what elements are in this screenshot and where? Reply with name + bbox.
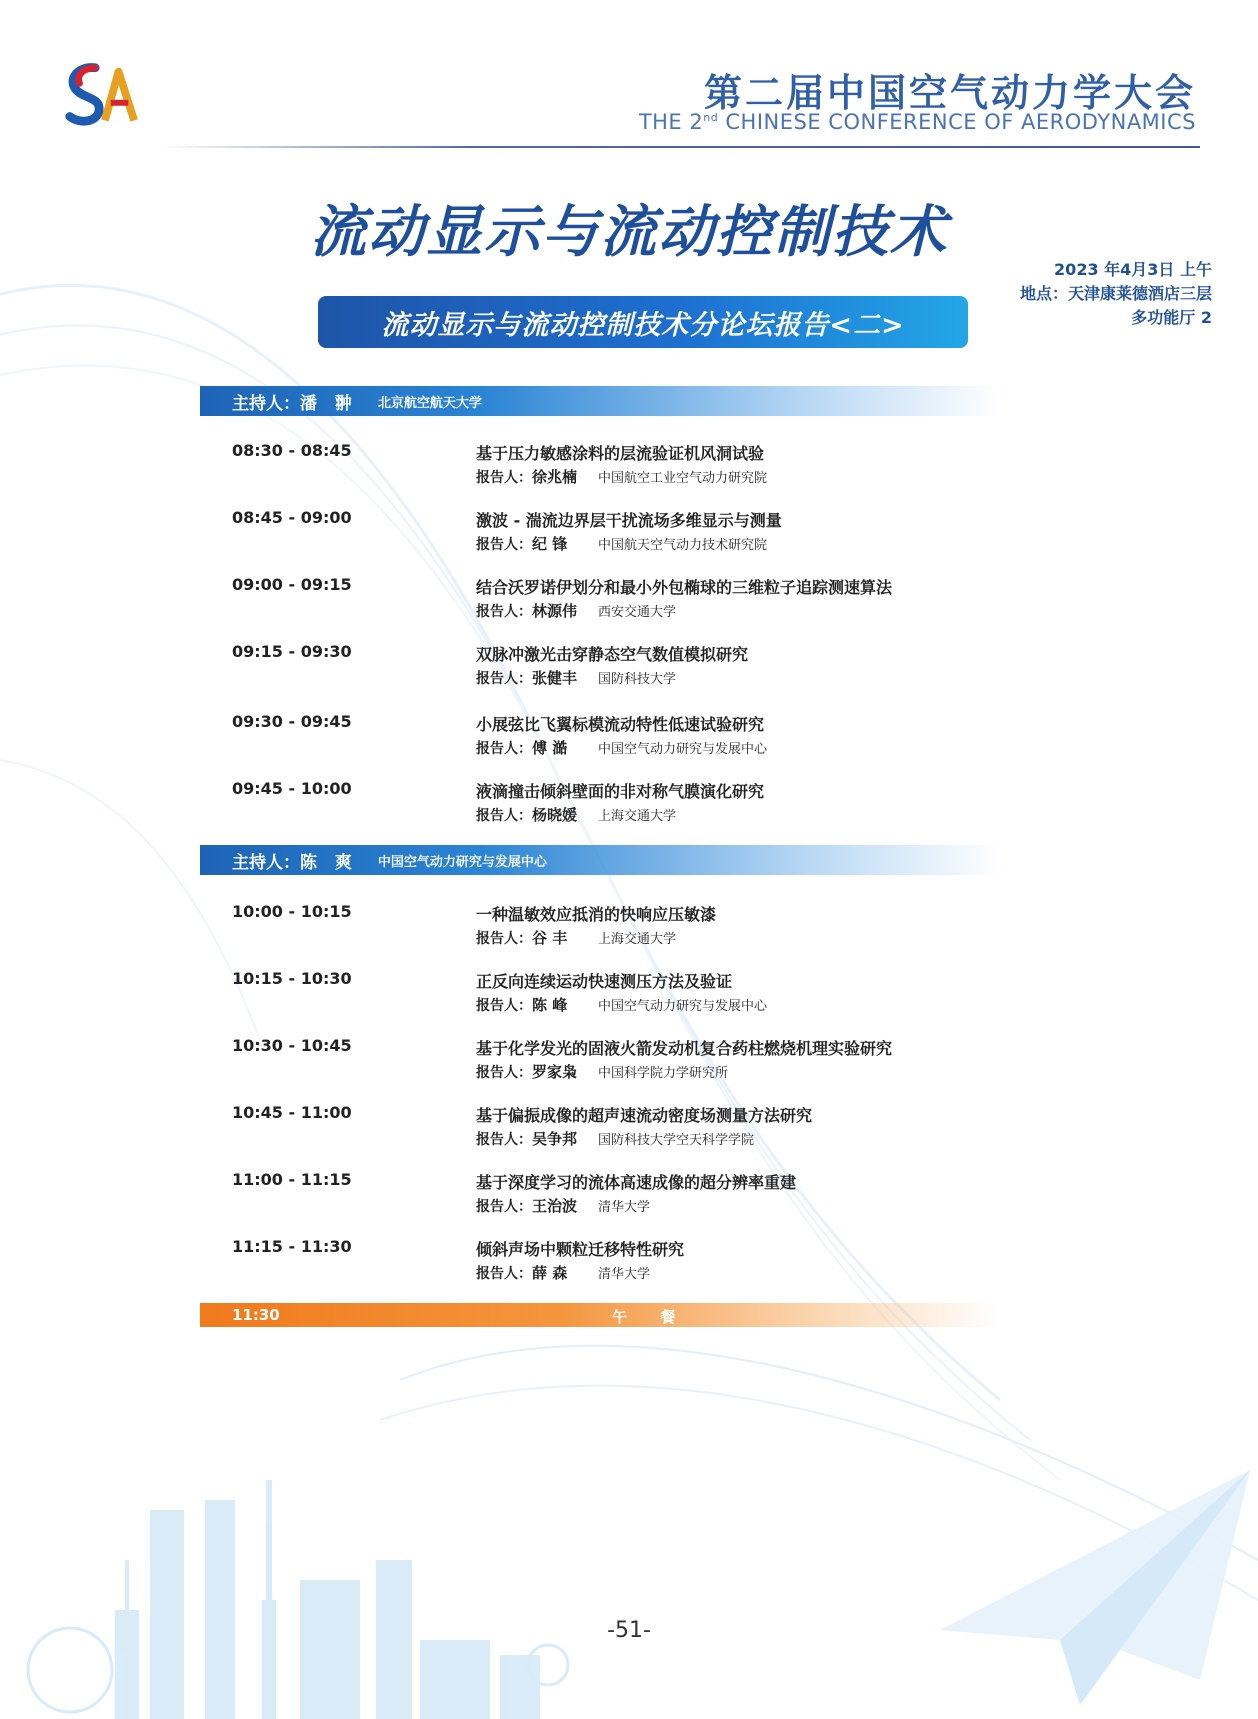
host-label: 主持人： <box>232 393 300 414</box>
talk-title: 结合沃罗诺伊划分和最小外包椭球的三维粒子追踪测速算法 <box>476 578 893 597</box>
page-title: 流动显示与流动控制技术 <box>310 200 948 265</box>
speaker-org: 中国空气动力研究与发展中心 <box>598 999 768 1014</box>
talk-title: 基于压力敏感涂料的层流验证机风洞试验 <box>476 444 765 463</box>
talk-time: 10:15 - 10:30 <box>232 969 352 988</box>
host-bar <box>200 845 1000 875</box>
talk-time: 08:30 - 08:45 <box>232 441 352 460</box>
talk-item <box>0 1036 1258 1092</box>
speaker-row <box>476 600 676 621</box>
speaker-label: 报告人： <box>476 1266 532 1282</box>
speaker-name: 纪 锋 <box>532 535 568 553</box>
speaker-org: 国防科技大学空天科学学院 <box>598 1133 755 1148</box>
conference-logo <box>62 58 140 136</box>
speaker-org: 中国空气动力研究与发展中心 <box>598 742 768 757</box>
host-org: 中国空气动力研究与发展中心 <box>377 854 547 870</box>
speaker-label: 报告人： <box>476 931 532 947</box>
speaker-row <box>476 667 676 688</box>
speaker-org: 西安交通大学 <box>598 605 677 620</box>
talk-title: 基于偏振成像的超声速流动密度场测量方法研究 <box>476 1106 813 1125</box>
host-name: 潘 翀 <box>300 393 358 414</box>
speaker-name: 张健丰 <box>532 669 578 687</box>
lunch-bar <box>200 1303 1000 1327</box>
talk-item <box>0 1170 1258 1226</box>
host-org: 北京航空航天大学 <box>377 395 482 411</box>
speaker-row <box>476 533 767 554</box>
session-banner: 流动显示与流动控制技术分论坛报告<二> <box>318 296 968 348</box>
talk-time: 11:00 - 11:15 <box>232 1170 352 1189</box>
speaker-name: 罗家枭 <box>532 1063 578 1081</box>
speaker-label: 报告人： <box>476 1132 532 1148</box>
speaker-row <box>476 466 767 487</box>
speaker-name: 吴争邦 <box>532 1130 578 1148</box>
speaker-label: 报告人： <box>476 1199 532 1215</box>
talk-item <box>0 441 1258 497</box>
talk-item <box>0 575 1258 631</box>
talk-title: 倾斜声场中颗粒迁移特性研究 <box>476 1240 685 1259</box>
talk-time: 10:00 - 10:15 <box>232 902 352 921</box>
talk-item <box>0 642 1258 698</box>
talk-title: 基于深度学习的流体高速成像的超分辨率重建 <box>476 1173 797 1192</box>
lunch-label: 午 餐 <box>612 1308 690 1326</box>
speaker-row <box>476 1128 754 1149</box>
talk-title: 正反向连续运动快速测压方法及验证 <box>476 972 733 991</box>
speaker-row <box>476 804 676 825</box>
speaker-label: 报告人： <box>476 604 532 620</box>
talk-item <box>0 508 1258 564</box>
speaker-row <box>476 1061 728 1082</box>
speaker-label: 报告人： <box>476 537 532 553</box>
talk-time: 09:45 - 10:00 <box>232 779 352 798</box>
speaker-label: 报告人： <box>476 998 532 1014</box>
talk-title: 液滴撞击倾斜壁面的非对称气膜演化研究 <box>476 782 765 801</box>
talk-time: 11:15 - 11:30 <box>232 1237 352 1256</box>
lunch-time: 11:30 <box>232 1306 280 1324</box>
talk-time: 10:30 - 10:45 <box>232 1036 352 1055</box>
speaker-row <box>476 994 767 1015</box>
speaker-org: 中国科学院力学研究所 <box>598 1066 729 1081</box>
speaker-name: 傅 澔 <box>532 739 568 757</box>
session-info <box>1020 258 1212 330</box>
host-name: 陈 爽 <box>300 852 358 873</box>
talk-item <box>0 902 1258 958</box>
speaker-label: 报告人： <box>476 808 532 824</box>
speaker-label: 报告人： <box>476 470 532 486</box>
speaker-org: 中国航空工业空气动力研究院 <box>598 471 768 486</box>
conference-title-en: THE 2nd CHINESE CONFERENCE OF AERODYNAMICS <box>638 110 1196 134</box>
speaker-org: 中国航天空气动力技术研究院 <box>598 538 768 553</box>
speaker-label: 报告人： <box>476 741 532 757</box>
speaker-name: 薛 森 <box>532 1264 568 1282</box>
session-room: 多功能厅 2 <box>1131 308 1212 327</box>
talk-title: 激波 - 湍流边界层干扰流场多维显示与测量 <box>476 511 782 530</box>
talk-item <box>0 1237 1258 1293</box>
session-date: 2023 年4月3日 上午 <box>1054 260 1212 279</box>
talk-time: 10:45 - 11:00 <box>232 1103 352 1122</box>
speaker-name: 谷 丰 <box>532 929 568 947</box>
speaker-org: 上海交通大学 <box>598 809 677 824</box>
page-number: -51- <box>607 1618 651 1643</box>
speaker-label: 报告人： <box>476 671 532 687</box>
speaker-name: 林源伟 <box>532 602 578 620</box>
speaker-row <box>476 737 767 758</box>
host-bar <box>200 386 1000 416</box>
speaker-name: 王治波 <box>532 1197 578 1215</box>
talk-item <box>0 712 1258 768</box>
talk-time: 09:30 - 09:45 <box>232 712 352 731</box>
speaker-name: 徐兆楠 <box>532 468 578 486</box>
session-venue: 地点：天津康莱德酒店三层 <box>1019 284 1212 303</box>
speaker-org: 清华大学 <box>598 1200 651 1215</box>
talk-item <box>0 1103 1258 1159</box>
speaker-row <box>476 927 676 948</box>
talk-title: 一种温敏效应抵消的快响应压敏漆 <box>476 905 717 924</box>
speaker-org: 清华大学 <box>598 1267 651 1282</box>
speaker-org: 国防科技大学 <box>598 672 677 687</box>
speaker-name: 陈 峰 <box>532 996 568 1014</box>
speaker-row <box>476 1262 650 1283</box>
talk-title: 小展弦比飞翼标模流动特性低速试验研究 <box>476 715 765 734</box>
talk-time: 09:00 - 09:15 <box>232 575 352 594</box>
speaker-label: 报告人： <box>476 1065 532 1081</box>
speaker-row <box>476 1195 650 1216</box>
talk-item <box>0 779 1258 835</box>
host-label: 主持人： <box>232 852 300 873</box>
speaker-name: 杨晓媛 <box>532 806 578 824</box>
talk-time: 08:45 - 09:00 <box>232 508 352 527</box>
talk-time: 09:15 - 09:30 <box>232 642 352 661</box>
speaker-org: 上海交通大学 <box>598 932 677 947</box>
talk-item <box>0 969 1258 1025</box>
header-divider <box>160 146 1200 148</box>
talk-title: 基于化学发光的固液火箭发动机复合药柱燃烧机理实验研究 <box>476 1039 893 1058</box>
talk-title: 双脉冲激光击穿静态空气数值模拟研究 <box>476 645 749 664</box>
conference-title-cn: 第二届中国空气动力学大会 <box>703 71 1196 115</box>
city-skyline-illustration <box>0 1440 1258 1719</box>
